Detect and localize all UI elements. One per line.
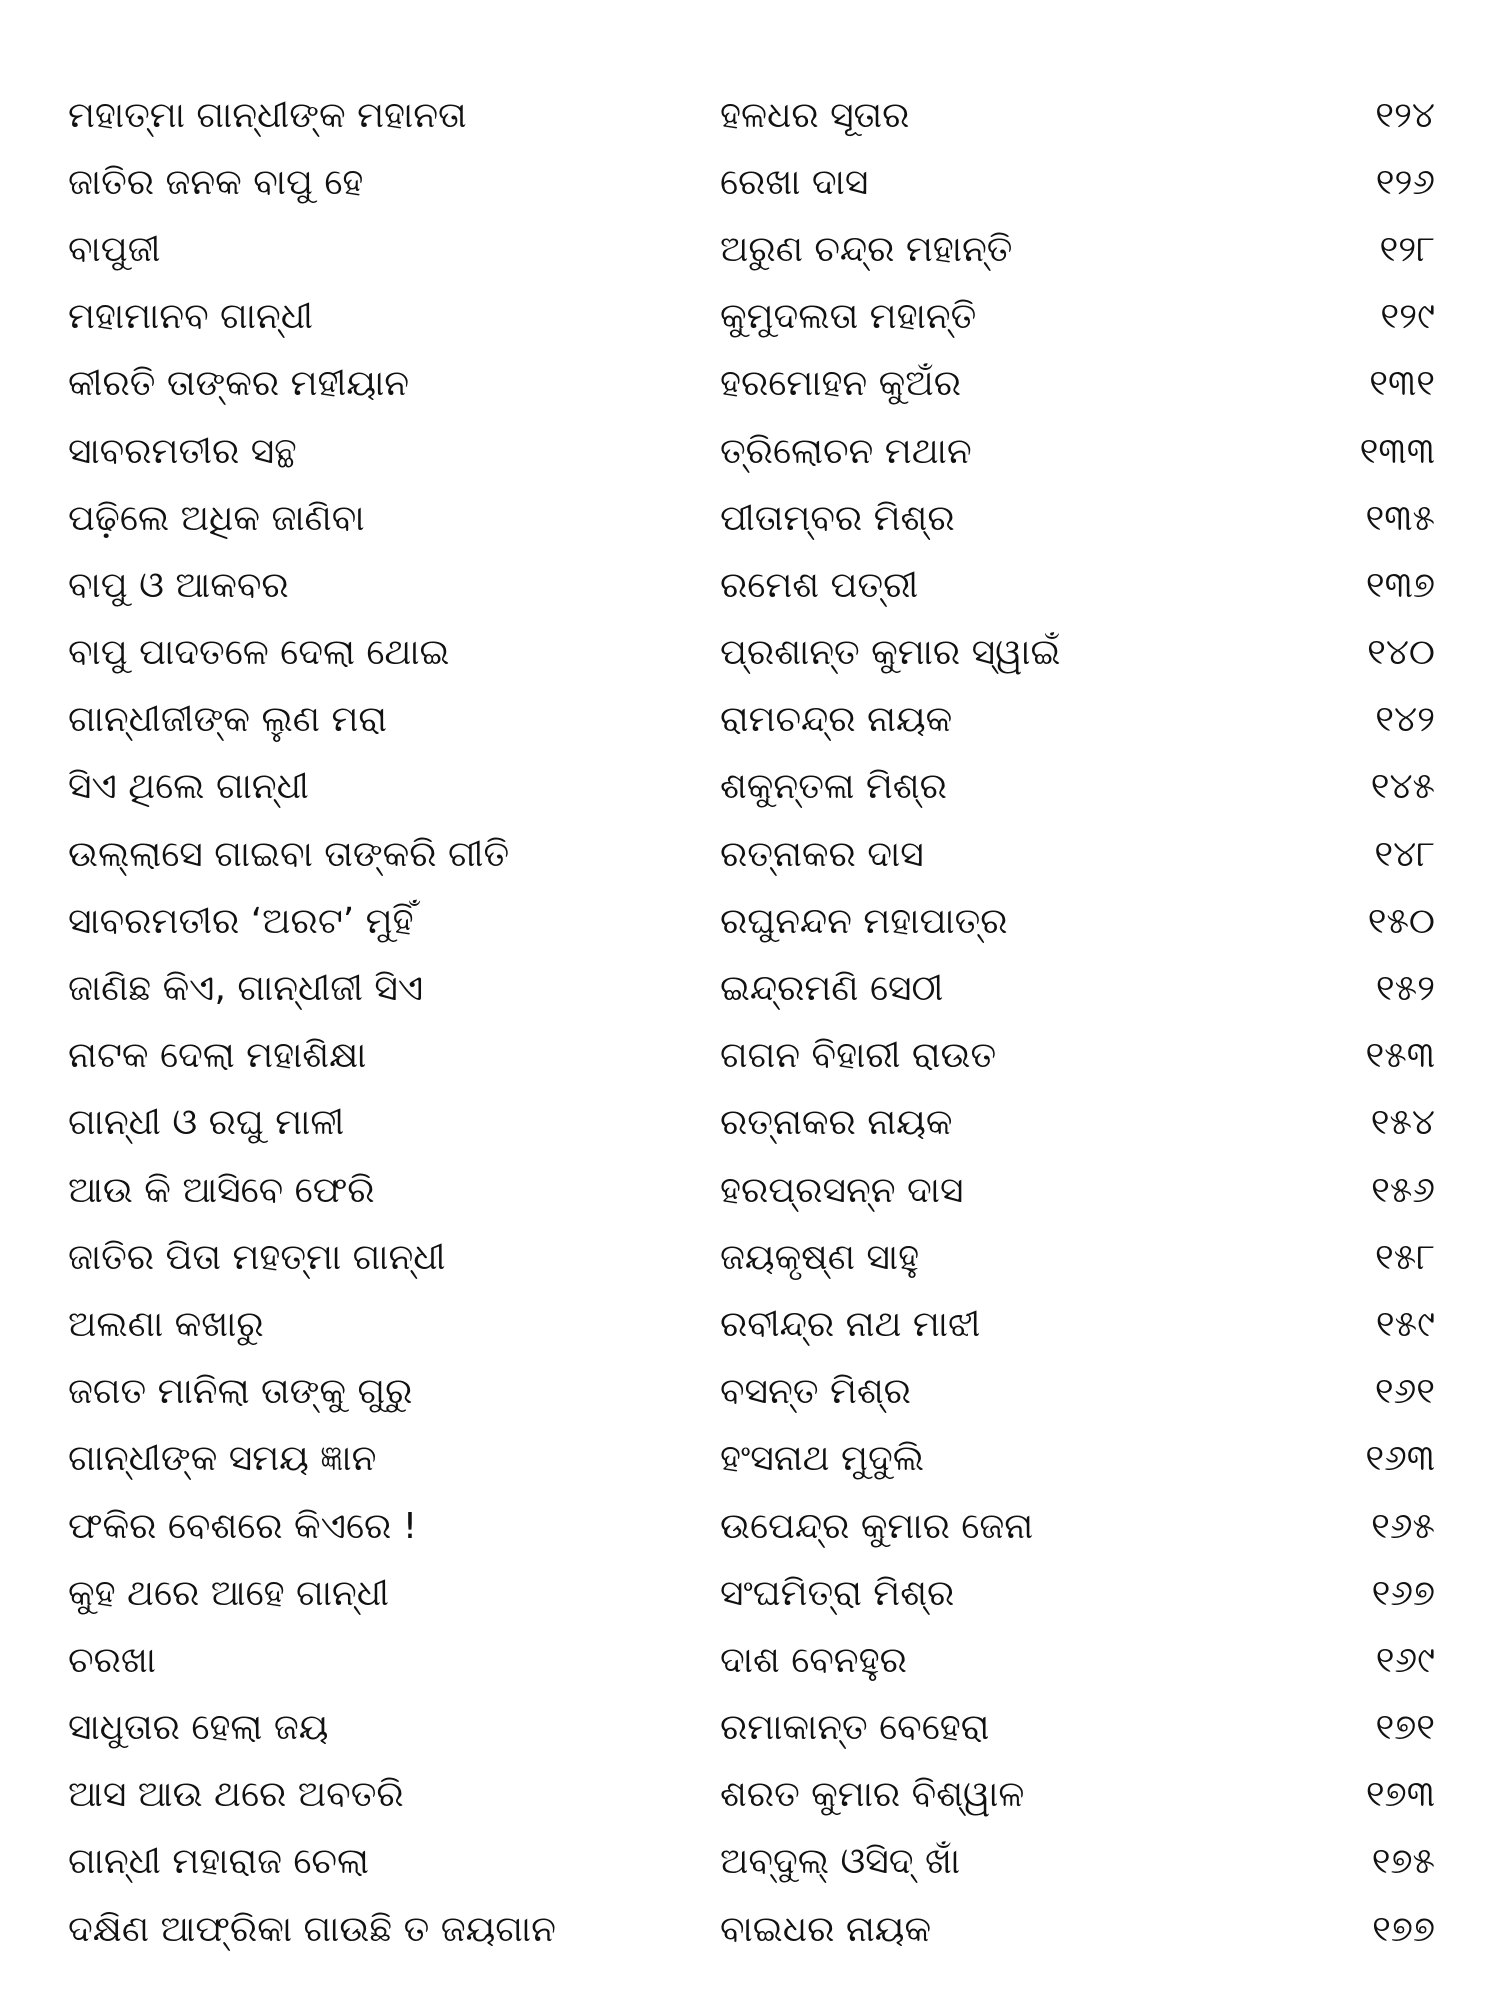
entry-page-number: ୧୨୯ (1380, 296, 1435, 338)
entry-author: ପ୍ରଶାନ୍ତ କୁମାର ସ୍ୱାଇଁ (720, 632, 1061, 674)
toc-entry (68, 955, 1468, 1022)
entry-title: ଗାନ୍ଧୀଙ୍କ ସମୟ ଜ୍ଞାନ (68, 1438, 377, 1480)
toc-entry (68, 1224, 1468, 1291)
entry-author: ରମେଶ ପତ୍ରୀ (720, 564, 919, 606)
entry-page-number: ୧୨୮ (1379, 228, 1435, 270)
entry-author: ରେଖା ଦାସ (720, 161, 869, 203)
entry-title: ସିଏ ଥିଲେ ଗାନ୍ଧୀ (68, 766, 309, 808)
entry-author: କୁମୁଦଲତା ମହାନ୍ତି (720, 296, 977, 338)
entry-title: ଆଉ କି ଆସିବେ ଫେରି (68, 1169, 375, 1211)
toc-entry (68, 1493, 1468, 1560)
toc-entry (68, 82, 1468, 149)
entry-author: ଉପେନ୍ଦ୍ର କୁମାର ଜେନା (720, 1505, 1034, 1547)
entry-page-number: ୧୭୧ (1375, 1707, 1435, 1749)
entry-page-number: ୧୫୮ (1374, 1236, 1435, 1278)
entry-author: ଦାଶ ବେନହୁର (720, 1639, 907, 1681)
entry-page-number: ୧୩୫ (1365, 497, 1435, 539)
toc-entry (68, 552, 1468, 619)
entry-author: ଜୟକୃଷ୍ଣ ସାହୁ (720, 1236, 920, 1278)
toc-entry (68, 888, 1468, 955)
entry-title: ଉଲ୍ଲାସେ ଗାଇବା ତାଙ୍କରି ଗୀତି (68, 833, 510, 875)
entry-page-number: ୧୬୭ (1371, 1572, 1435, 1614)
entry-title: ଜାଣିଛ କିଏ, ଗାନ୍ଧୀଜୀ ସିଏ (68, 968, 424, 1010)
entry-author: ବାଇଧର ନାୟକ (720, 1908, 932, 1950)
toc-entry (68, 149, 1468, 216)
toc-entry (68, 351, 1468, 418)
toc-entry (68, 1560, 1468, 1627)
entry-title: ପଢ଼ିଲେ ଅଧିକ ଜାଣିବା (68, 497, 365, 539)
toc-entry (68, 1695, 1468, 1762)
entry-title: ଅଲଣା କଖାରୁ (68, 1303, 264, 1345)
toc-entry (68, 1762, 1468, 1829)
entry-page-number: ୧୩୧ (1369, 363, 1435, 405)
entry-title: ଚରଖା (68, 1639, 157, 1681)
entry-author: ଅବ୍‌ଦୁଲ୍ ଓସିଦ୍ ଖାଁ (720, 1841, 961, 1883)
entry-author: ପୀତାମ୍ବର ମିଶ୍ର (720, 497, 955, 539)
entry-title: ସାଧୁତାର ହେଲା ଜୟ (68, 1707, 329, 1749)
entry-author: ହଳଧର ସୂତାର (720, 94, 910, 136)
toc-entry (68, 418, 1468, 485)
entry-author: ରବୀନ୍ଦ୍ର ନାଥ ମାଝୀ (720, 1303, 981, 1345)
entry-author: ରମାକାନ୍ତ ବେହେରା (720, 1707, 990, 1749)
toc-entry (68, 1157, 1468, 1224)
entry-author: ଶରତ କୁମାର ବିଶ୍ୱାଳ (720, 1774, 1025, 1816)
toc-entry (68, 1829, 1468, 1896)
entry-title: ଗାନ୍ଧୀଜୀଙ୍କ ଲୁଣ ମରା (68, 699, 387, 741)
entry-title: ସାବରମତୀର ‘ଅରଟ’ ମୁହିଁ (68, 900, 414, 942)
entry-title: କୀରତି ତାଙ୍କର ମହୀୟାନ (68, 363, 410, 405)
toc-entry (68, 485, 1468, 552)
entry-title: କୁହ ଥରେ ଆହେ ଗାନ୍ଧୀ (68, 1572, 389, 1614)
entry-title: ଆସ ଆଉ ଥରେ ଅବତରି (68, 1774, 404, 1816)
entry-page-number: ୧୭୩ (1365, 1774, 1435, 1816)
toc-entry (68, 1291, 1468, 1358)
entry-page-number: ୧୪୨ (1375, 699, 1435, 741)
entry-page-number: ୧୪୮ (1374, 833, 1435, 875)
entry-page-number: ୧୨୬ (1375, 161, 1435, 203)
toc-entry (68, 216, 1468, 283)
entry-title: ବାପୁ ଓ ଆକବର (68, 564, 289, 606)
entry-title: ଫକିର ବେଶରେ କିଏରେ ! (68, 1505, 418, 1547)
entry-title: ଜାତିର ଜନକ ବାପୁ ହେ (68, 161, 364, 203)
entry-page-number: ୧୫୯ (1375, 1303, 1435, 1345)
entry-author: ସଂଘମିତ୍ରା ମିଶ୍ର (720, 1572, 955, 1614)
entry-title: ସାବରମତୀର ସନ୍ଥ (68, 430, 297, 472)
toc-entry (68, 1023, 1468, 1090)
toc-entry (68, 821, 1468, 888)
entry-title: ମହାତ୍ମା ଗାନ୍ଧୀଙ୍କ ମହାନତା (68, 94, 467, 136)
entry-author: ତ୍ରିଲୋଚନ ମଥାନ (720, 430, 972, 472)
entry-author: ବସନ୍ତ ମିଶ୍ର (720, 1371, 911, 1413)
entry-page-number: ୧୫୬ (1371, 1169, 1435, 1211)
toc-entry (68, 1359, 1468, 1426)
entry-author: ଇନ୍ଦ୍ରମଣି ସେଠୀ (720, 968, 944, 1010)
entry-page-number: ୧୫୦ (1367, 900, 1435, 942)
entry-page-number: ୧୭୫ (1371, 1841, 1435, 1883)
entry-page-number: ୧୪୦ (1367, 632, 1435, 674)
toc-entry (68, 1627, 1468, 1694)
entry-page-number: ୧୩୩ (1359, 430, 1435, 472)
toc-entry (68, 1090, 1468, 1157)
entry-author: ଶକୁନ୍ତଳା ମିଶ୍ର (720, 766, 947, 808)
toc-entry (68, 754, 1468, 821)
entry-page-number: ୧୭୭ (1372, 1908, 1435, 1950)
entry-title: ଦକ୍ଷିଣ ଆଫ୍ରିକା ଗାଉଛି ତ ଜୟଗାନ (68, 1908, 556, 1950)
entry-author: ରଘୁନନ୍ଦନ ମହାପାତ୍ର (720, 900, 1008, 942)
toc-entry (68, 1896, 1468, 1963)
entry-page-number: ୧୬୯ (1375, 1639, 1435, 1681)
entry-page-number: ୧୫୩ (1365, 1035, 1435, 1077)
entry-page-number: ୧୫୨ (1375, 968, 1435, 1010)
entry-page-number: ୧୩୭ (1365, 564, 1435, 606)
entry-title: ବାପୁଜୀ (68, 228, 161, 270)
entry-title: ଜାତିର ପିତା ମହତ୍ମା ଗାନ୍ଧୀ (68, 1236, 446, 1278)
entry-author: ହରପ୍ରସନ୍ନ ଦାସ (720, 1169, 964, 1211)
entry-page-number: ୧୫୪ (1370, 1102, 1435, 1144)
toc-entry (68, 620, 1468, 687)
entry-title: ମହାମାନବ ଗାନ୍ଧୀ (68, 296, 313, 338)
entry-author: ରତ୍ନାକର ନାୟକ (720, 1102, 953, 1144)
entry-title: ଜଗତ ମାନିଲା ତାଙ୍କୁ ଗୁରୁ (68, 1371, 413, 1413)
entry-page-number: ୧୬୫ (1371, 1505, 1435, 1547)
table-of-contents (68, 82, 1468, 1963)
entry-author: ହଂସନାଥ ମୁଦୁଲି (720, 1438, 925, 1480)
entry-author: ରତ୍ନାକର ଦାସ (720, 833, 924, 875)
toc-entry (68, 284, 1468, 351)
entry-title: ନାଟକ ଦେଲା ମହାଶିକ୍ଷା (68, 1035, 367, 1077)
entry-page-number: ୧୨୪ (1375, 94, 1435, 136)
entry-author: ଅରୁଣ ଚନ୍ଦ୍ର ମହାନ୍ତି (720, 228, 1013, 270)
entry-author: ଗଗନ ବିହାରୀ ରାଉତ (720, 1035, 997, 1077)
entry-page-number: ୧୬୧ (1374, 1371, 1435, 1413)
toc-entry (68, 687, 1468, 754)
entry-title: ଗାନ୍ଧୀ ମହାରାଜ ଚେଲା (68, 1841, 369, 1883)
entry-author: ରାମଚନ୍ଦ୍ର ନାୟକ (720, 699, 953, 741)
entry-author: ହରମୋହନ କୁଅଁର (720, 363, 961, 405)
toc-entry (68, 1426, 1468, 1493)
entry-title: ବାପୁ ପାଦତଳେ ଦେଲା ଥୋଇ (68, 632, 450, 674)
entry-page-number: ୧୪୫ (1370, 766, 1435, 808)
entry-page-number: ୧୬୩ (1365, 1438, 1435, 1480)
entry-title: ଗାନ୍ଧୀ ଓ ରଘୁ ମାଳୀ (68, 1102, 345, 1144)
